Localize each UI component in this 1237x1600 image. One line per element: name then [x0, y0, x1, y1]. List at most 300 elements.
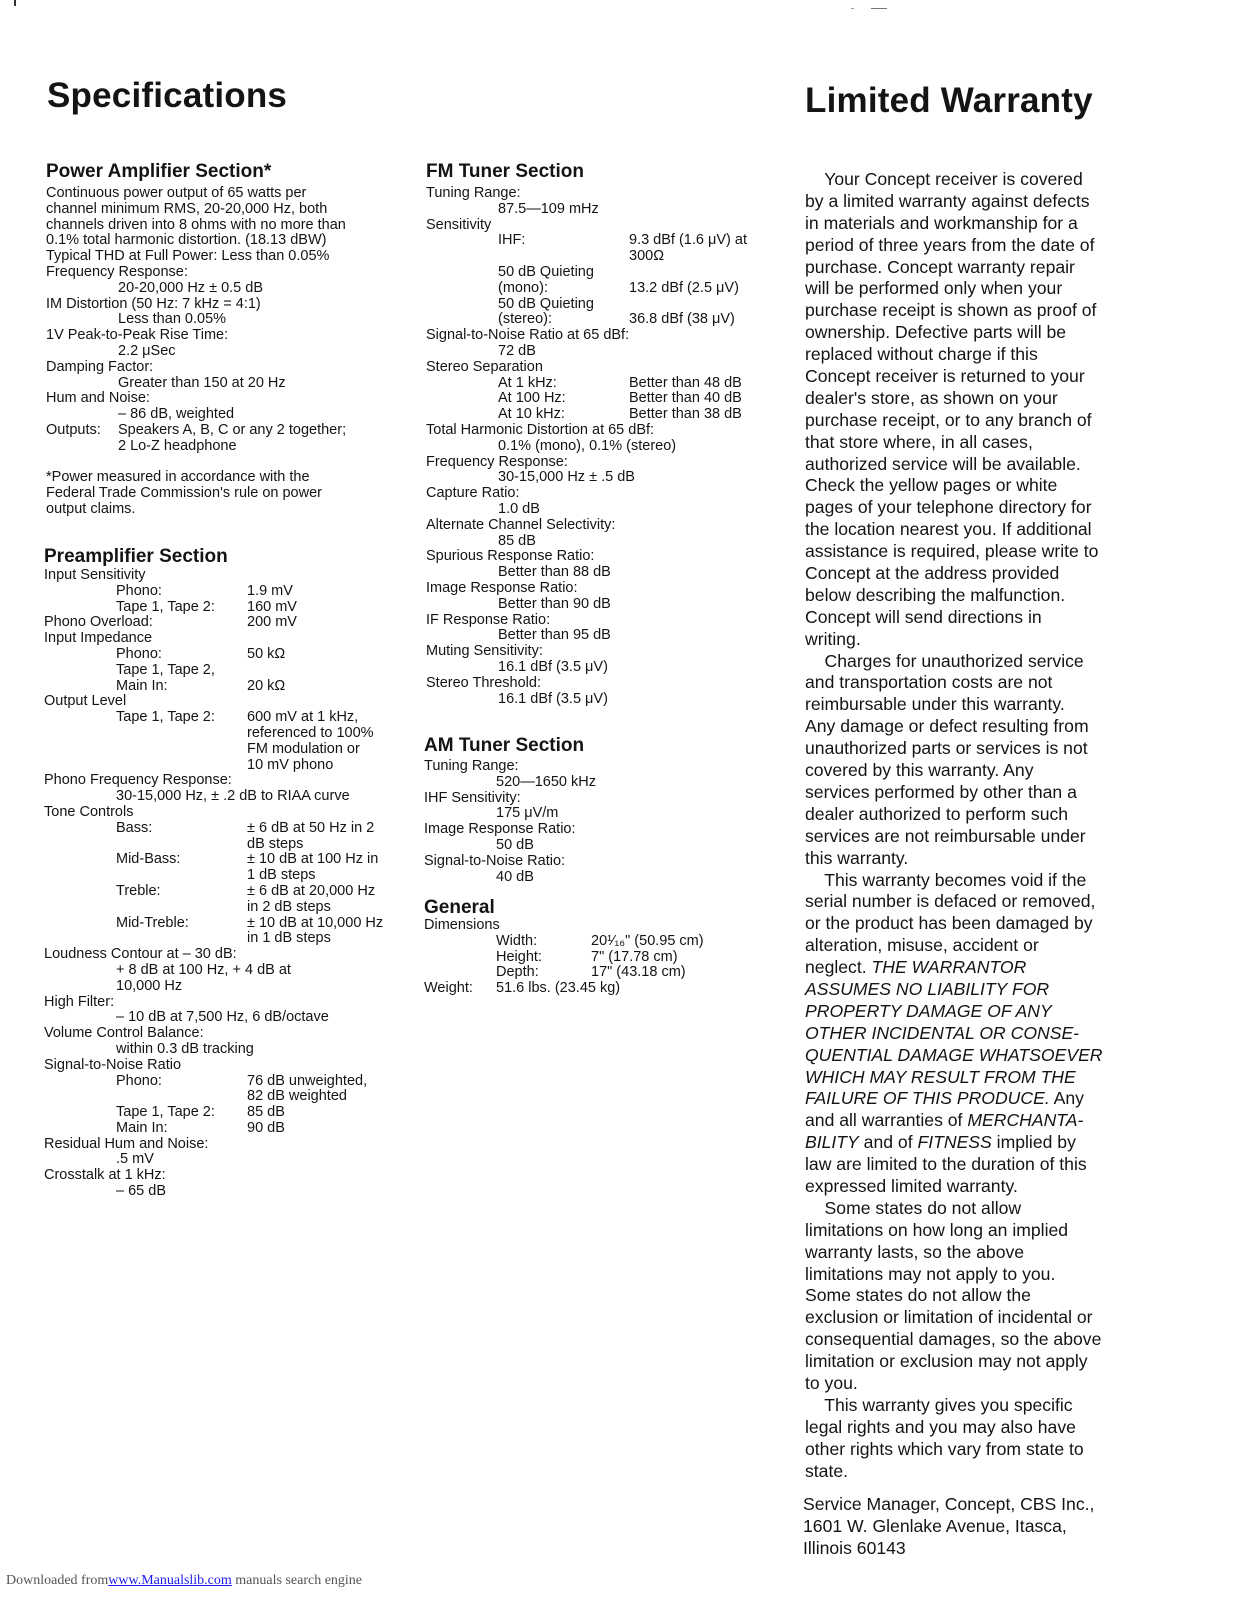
text-line: and all warranties of MERCHANTA-: [805, 1110, 1084, 1131]
spec-value: ± 10 dB at 100 Hz in: [247, 851, 379, 868]
text-line: or the product has been damaged by: [805, 913, 1093, 934]
text-line: warranty lasts, so the above: [805, 1241, 1025, 1262]
spec-line: [44, 789, 404, 805]
spec-value: 9.3 dBf (1.6 μV) at: [629, 232, 747, 249]
text-line: Check the yellow pages or white: [805, 475, 1058, 496]
spec-value: Better than 48 dB: [629, 374, 742, 391]
scan-mark-dot: [851, 8, 854, 9]
spec-label: Phono:: [116, 582, 162, 599]
spec-line: [424, 838, 769, 854]
text-line: limitations on how long an implied: [805, 1219, 1069, 1240]
spec-line: [426, 297, 771, 313]
spec-label: 520—1650 kHz: [496, 773, 596, 790]
spec-label: Output Level: [44, 693, 127, 710]
spec-label: Phono Frequency Response:: [44, 772, 232, 789]
spec-label: 2 Lo-Z headphone: [118, 437, 237, 454]
spec-line: [424, 854, 769, 870]
spec-line: [424, 806, 769, 822]
spec-line: [44, 600, 404, 616]
spec-line: [426, 470, 771, 486]
spec-label: *Power measured in accordance with the: [46, 469, 310, 486]
spec-label: IF Response Ratio:: [426, 611, 551, 628]
spec-line: [424, 965, 769, 981]
text-line: purchase receipt is shown as proof of: [805, 300, 1097, 321]
text-line: ASSUMES NO LIABILITY FOR: [805, 978, 1050, 999]
spec-label: 20-20,000 Hz ± 0.5 dB: [118, 279, 263, 296]
spec-line: [426, 391, 771, 407]
text-line: that store where, in all cases,: [805, 431, 1033, 452]
text-line: will be performed only when your: [805, 278, 1063, 299]
spec-label: in 1 dB steps: [247, 930, 331, 947]
text-line: reimbursable under this warranty.: [805, 694, 1065, 715]
fm-heading: FM Tuner Section: [426, 161, 584, 182]
spec-line: [46, 423, 391, 439]
spec-value: 200 mV: [247, 614, 297, 631]
spec-line: [426, 692, 771, 708]
spec-label: Mid-Treble:: [116, 914, 189, 931]
general-specs: [424, 918, 769, 997]
spec-line: [44, 647, 404, 663]
spec-label: 40 dB: [496, 868, 534, 885]
spec-line: [44, 1152, 404, 1168]
spec-line: [424, 775, 769, 791]
text-line: assistance is required, please write to: [805, 541, 1099, 562]
spec-label: 10 mV phono: [247, 756, 334, 773]
spec-label: Width:: [496, 932, 538, 949]
spec-line: [46, 376, 391, 392]
text-line: Service Manager, Concept, CBS Inc.,: [803, 1494, 1095, 1514]
text-line: writing.: [805, 628, 861, 649]
spec-line: [46, 281, 391, 297]
spec-line: [46, 297, 391, 313]
spec-line: [46, 202, 391, 218]
text-line: state.: [805, 1460, 849, 1481]
text-line: law are limited to the duration of this: [805, 1154, 1087, 1175]
spec-value: 85 dB: [247, 1104, 285, 1121]
spec-label: Capture Ratio:: [426, 485, 520, 502]
fm-specs: [426, 186, 771, 707]
spec-line: [44, 742, 404, 758]
spec-label: 0.1% total harmonic distortion. (18.13 dBW): [46, 232, 327, 249]
spec-label: (mono):: [498, 279, 548, 296]
text-line: this warranty.: [805, 847, 909, 868]
spec-label: At 1 kHz:: [498, 374, 557, 391]
spec-line: [44, 963, 404, 979]
specifications-title: Specifications: [47, 76, 288, 115]
text-line: Some states do not allow: [805, 1197, 1022, 1218]
spec-line: [44, 1168, 404, 1184]
text-line: limitations may not apply to you.: [805, 1263, 1056, 1284]
text-line: the location nearest you. If additional: [805, 519, 1092, 540]
spec-label: 50 dB Quieting: [498, 295, 594, 312]
spec-line: [426, 660, 771, 676]
text-line: Concept at the address provided: [805, 563, 1060, 584]
spec-line: [426, 549, 771, 565]
spec-line: [426, 534, 771, 550]
text-line: ownership. Defective parts will be: [805, 322, 1067, 343]
power-amp-specs: [46, 186, 391, 518]
text-line: services are not reimbursable under: [805, 825, 1086, 846]
spec-label: Phono:: [116, 645, 162, 662]
general-heading: General: [424, 897, 495, 918]
spec-line: [44, 710, 404, 726]
spec-label: Stereo Separation: [426, 358, 543, 375]
spec-line: [46, 455, 391, 471]
spec-label: Phono:: [116, 1072, 162, 1089]
spec-label: Tone Controls: [44, 803, 134, 820]
spec-label: Volume Control Balance:: [44, 1025, 204, 1042]
spec-line: [44, 947, 404, 963]
spec-line: [44, 1184, 404, 1200]
text-line: QUENTIAL DAMAGE WHATSOEVER: [805, 1044, 1103, 1065]
spec-label: Dimensions: [424, 917, 500, 933]
spec-line: [426, 218, 771, 234]
download-footer: [6, 1573, 362, 1589]
spec-label: Federal Trade Commission's rule on power: [46, 485, 322, 502]
spec-label: Signal-to-Noise Ratio:: [424, 852, 566, 869]
spec-label: Image Response Ratio:: [426, 579, 578, 596]
text-line: alteration, misuse, accident or: [805, 935, 1039, 956]
text-line: This warranty becomes void if the: [805, 869, 1087, 890]
spec-line: [424, 791, 769, 807]
spec-label: Weight:: [424, 980, 473, 997]
spec-label: IHF:: [498, 232, 526, 249]
spec-label: + 8 dB at 100 Hz, + 4 dB at: [116, 961, 291, 978]
spec-line: [426, 376, 771, 392]
spec-label: Total Harmonic Distortion at 65 dBf:: [426, 421, 655, 438]
spec-label: Main In:: [116, 677, 168, 694]
spec-value: ± 6 dB at 50 Hz in 2: [247, 819, 375, 836]
spec-label: Muting Sensitivity:: [426, 643, 543, 660]
spec-label: Input Sensitivity: [44, 567, 146, 583]
spec-label: Spurious Response Ratio:: [426, 548, 595, 565]
spec-label: Better than 88 dB: [498, 564, 611, 581]
text-line: dealer's store, as shown on your: [805, 387, 1058, 408]
text-line: purchase. Concept warranty repair: [805, 256, 1075, 277]
spec-line: [44, 852, 404, 868]
spec-label: – 86 dB, weighted: [118, 406, 235, 423]
text-line: Concept will send directions in: [805, 606, 1042, 627]
spec-label: 0.1% (mono), 0.1% (stereo): [498, 437, 677, 454]
spec-label: within 0.3 dB tracking: [116, 1040, 254, 1057]
text-line: consequential damages, so the above: [805, 1329, 1102, 1350]
text-line: services performed by other than a: [805, 781, 1077, 802]
spec-line: [44, 916, 404, 932]
spec-label: 175 μV/m: [496, 805, 559, 822]
manualslib-link[interactable]: www.Manualslib.com: [108, 1573, 232, 1588]
spec-line: [44, 1026, 404, 1042]
spec-label: At 100 Hz:: [498, 390, 566, 407]
spec-line: [46, 233, 391, 249]
spec-label: referenced to 100%: [247, 724, 374, 741]
text-line: Your Concept receiver is covered: [805, 169, 1083, 189]
spec-line: [46, 344, 391, 360]
spec-label: 30-15,000 Hz ± .5 dB: [498, 469, 635, 486]
spec-line: [46, 391, 391, 407]
text-line: and transportation costs are not: [805, 672, 1053, 693]
spec-value: 20 kΩ: [247, 677, 286, 694]
spec-line: [44, 979, 404, 995]
text-line: to you.: [805, 1372, 858, 1393]
spec-line: [426, 344, 771, 360]
spec-label: 16.1 dBf (3.5 μV): [498, 658, 608, 675]
spec-value: 90 dB: [247, 1119, 285, 1136]
spec-label: channel minimum RMS, 20-20,000 Hz, both: [46, 200, 328, 217]
spec-line: [426, 423, 771, 439]
spec-label: Tape 1, Tape 2:: [116, 709, 215, 726]
spec-label: output claims.: [46, 500, 136, 517]
spec-line: [424, 934, 769, 950]
warranty-title: Limited Warranty: [805, 81, 1093, 120]
spec-line: [46, 218, 391, 234]
spec-label: FM modulation or: [247, 740, 360, 757]
spec-label: Better than 90 dB: [498, 595, 611, 612]
spec-line: [46, 265, 391, 281]
spec-line: [426, 502, 771, 518]
spec-value: 7" (17.78 cm): [591, 948, 678, 965]
spec-value: ± 6 dB at 20,000 Hz: [247, 882, 376, 899]
spec-line: [44, 694, 404, 710]
spec-value: 36.8 dBf (38 μV): [629, 311, 735, 328]
spec-line: [426, 360, 771, 376]
spec-label: dB steps: [247, 835, 304, 852]
spec-line: [44, 773, 404, 789]
spec-line: [44, 1058, 404, 1074]
spec-line: [44, 663, 404, 679]
spec-line: [426, 613, 771, 629]
spec-line: [46, 470, 391, 486]
spec-label: Loudness Contour at – 30 dB:: [44, 946, 237, 963]
spec-value: 51.6 lbs. (23.45 kg): [496, 980, 621, 997]
spec-label: Tuning Range:: [426, 185, 521, 201]
spec-label: 1V Peak-to-Peak Rise Time:: [46, 327, 229, 344]
spec-value: 17" (43.18 cm): [591, 964, 686, 981]
spec-label: Crosstalk at 1 kHz:: [44, 1167, 166, 1184]
spec-line: [426, 186, 771, 202]
spec-label: .5 mV: [116, 1151, 154, 1168]
text-line: PROPERTY DAMAGE OF ANY: [805, 1000, 1052, 1021]
spec-line: [426, 202, 771, 218]
text-line: Any damage or defect resulting from: [805, 716, 1089, 737]
spec-label: Signal-to-Noise Ratio at 65 dBf:: [426, 327, 630, 344]
spec-line: [44, 1074, 404, 1090]
spec-label: Frequency Response:: [46, 263, 188, 280]
spec-line: [426, 518, 771, 534]
spec-line: [44, 868, 404, 884]
text-line: BILITY and of FITNESS implied by: [805, 1132, 1076, 1153]
spec-line: [424, 981, 769, 997]
spec-label: Outputs:: [46, 421, 101, 438]
spec-line: [44, 821, 404, 837]
spec-line: [426, 312, 771, 328]
spec-line: [426, 628, 771, 644]
text-line: expressed limited warranty.: [805, 1175, 1018, 1196]
spec-label: – 10 dB at 7,500 Hz, 6 dB/octave: [116, 1009, 329, 1026]
text-line: This warranty gives you specific: [805, 1394, 1073, 1415]
spec-line: [46, 186, 391, 202]
scan-mark-left: [14, 0, 16, 6]
text-line: replaced without charge if this: [805, 344, 1038, 365]
spec-line: [426, 486, 771, 502]
spec-line: [424, 870, 769, 886]
spec-line: [44, 584, 404, 600]
spec-label: Damping Factor:: [46, 358, 154, 375]
spec-line: [44, 631, 404, 647]
spec-line: [44, 758, 404, 774]
spec-line: [44, 900, 404, 916]
service-address: [803, 1494, 1148, 1560]
spec-line: [44, 837, 404, 853]
scan-mark-right: [871, 8, 887, 9]
spec-line: [44, 1010, 404, 1026]
spec-line: [44, 679, 404, 695]
text-line: exclusion or limitation of incidental or: [805, 1307, 1093, 1328]
spec-label: 10,000 Hz: [116, 977, 183, 994]
spec-label: 1.0 dB: [498, 500, 540, 517]
power-amp-heading: Power Amplifier Section*: [46, 161, 272, 182]
text-line: limitation or exclusion may not apply: [805, 1351, 1088, 1372]
spec-label: 30-15,000 Hz, ± .2 dB to RIAA curve: [116, 788, 350, 805]
spec-label: 85 dB: [498, 532, 536, 549]
spec-label: Depth:: [496, 964, 539, 981]
am-specs: [424, 759, 769, 885]
spec-line: [46, 249, 391, 265]
spec-line: [426, 265, 771, 281]
text-line: serial number is defaced or removed,: [805, 891, 1096, 912]
spec-label: Tape 1, Tape 2:: [116, 598, 215, 615]
spec-value: 600 mV at 1 kHz,: [247, 709, 359, 726]
spec-line: [426, 233, 771, 249]
spec-label: Hum and Noise:: [46, 390, 150, 407]
spec-label: High Filter:: [44, 993, 115, 1010]
text-line: unauthorized parts or services is not: [805, 738, 1088, 759]
spec-line: [44, 1137, 404, 1153]
text-line: purchase receipt, or to any branch of: [805, 409, 1092, 430]
spec-label: 300Ω: [629, 248, 665, 265]
spec-label: 87.5—109 mHz: [498, 200, 599, 217]
text-line: Illinois 60143: [803, 1537, 906, 1558]
spec-label: Tuning Range:: [424, 758, 519, 774]
spec-line: [44, 1042, 404, 1058]
spec-value: 50 kΩ: [247, 645, 286, 662]
text-line: legal rights and you may also have: [805, 1416, 1076, 1437]
spec-line: [44, 931, 404, 947]
spec-value: 1.9 mV: [247, 582, 293, 599]
text-line: FAILURE OF THIS PRODUCE. Any: [805, 1088, 1084, 1109]
spec-label: Signal-to-Noise Ratio: [44, 1056, 182, 1073]
spec-label: 50 dB Quieting: [498, 263, 594, 280]
spec-line: [426, 581, 771, 597]
spec-label: Height:: [496, 948, 542, 965]
spec-line: [44, 884, 404, 900]
warranty-text: [805, 169, 1150, 1482]
spec-line: [44, 1089, 404, 1105]
spec-label: Greater than 150 at 20 Hz: [118, 374, 286, 391]
spec-label: Treble:: [116, 882, 161, 899]
spec-label: Input Impedance: [44, 630, 153, 647]
spec-line: [424, 950, 769, 966]
spec-label: IM Distortion (50 Hz: 7 kHz = 4:1): [46, 295, 261, 312]
spec-line: [44, 615, 404, 631]
spec-label: Tape 1, Tape 2:: [116, 1104, 215, 1121]
spec-line: [44, 995, 404, 1011]
spec-value: Speakers A, B, C or any 2 together;: [118, 421, 347, 438]
spec-line: [44, 1121, 404, 1137]
spec-label: At 10 kHz:: [498, 406, 565, 423]
text-line: pages of your telephone directory for: [805, 497, 1092, 518]
spec-value: 160 mV: [247, 598, 297, 615]
spec-label: Better than 95 dB: [498, 627, 611, 644]
text-line: authorized service will be available.: [805, 453, 1081, 474]
spec-label: channels driven into 8 ohms with no more than: [46, 216, 346, 233]
spec-label: Continuous power output of 65 watts per: [46, 185, 307, 201]
spec-label: Residual Hum and Noise:: [44, 1135, 209, 1152]
spec-line: [46, 502, 391, 518]
spec-line: [426, 455, 771, 471]
text-line: WHICH MAY RESULT FROM THE: [805, 1066, 1076, 1087]
spec-line: [46, 360, 391, 376]
spec-line: [426, 407, 771, 423]
spec-line: [44, 726, 404, 742]
text-line: covered by this warranty. Any: [805, 760, 1034, 781]
text-line: Some states do not allow the: [805, 1285, 1031, 1306]
am-heading: AM Tuner Section: [424, 735, 585, 756]
text-line: in materials and workmanship for a: [805, 212, 1078, 233]
spec-line: [46, 486, 391, 502]
spec-label: IHF Sensitivity:: [424, 789, 521, 806]
footer-suffix: manuals search engine: [231, 1573, 363, 1588]
preamp-specs: [44, 568, 404, 1200]
spec-label: Frequency Response:: [426, 453, 568, 470]
spec-label: Tape 1, Tape 2,: [116, 661, 215, 678]
text-line: Charges for unauthorized service: [805, 650, 1084, 671]
spec-label: 72 dB: [498, 342, 536, 359]
spec-line: [426, 565, 771, 581]
spec-line: [424, 918, 769, 934]
spec-label: Alternate Channel Selectivity:: [426, 516, 616, 533]
text-line: other rights which vary from state to: [805, 1438, 1084, 1459]
footer-prefix: Downloaded from: [6, 1573, 109, 1588]
spec-line: [46, 407, 391, 423]
text-line: below describing the malfunction.: [805, 584, 1066, 605]
text-line: period of three years from the date of: [805, 234, 1095, 255]
spec-label: 2.2 μSec: [118, 342, 176, 359]
text-line: by a limited warranty against defects: [805, 190, 1090, 211]
text-line: dealer authorized to perform such: [805, 803, 1069, 824]
text-line: Concept receiver is returned to your: [805, 366, 1085, 387]
spec-label: Stereo Threshold:: [426, 674, 541, 691]
spec-line: [46, 328, 391, 344]
spec-label: Main In:: [116, 1119, 168, 1136]
spec-line: [426, 328, 771, 344]
spec-line: [424, 822, 769, 838]
spec-line: [426, 676, 771, 692]
spec-line: [44, 568, 404, 584]
spec-label: 50 dB: [496, 836, 534, 853]
text-line: neglect. THE WARRANTOR: [805, 957, 1027, 978]
spec-label: (stereo):: [498, 311, 552, 328]
spec-line: [46, 312, 391, 328]
spec-label: Mid-Bass:: [116, 851, 181, 868]
spec-label: Sensitivity: [426, 216, 492, 233]
text-line: OTHER INCIDENTAL OR CONSE-: [805, 1022, 1080, 1043]
spec-value: 13.2 dBf (2.5 μV): [629, 279, 739, 296]
text-line: 1601 W. Glenlake Avenue, Itasca,: [803, 1515, 1067, 1536]
spec-line: [44, 805, 404, 821]
spec-value: 76 dB unweighted,: [247, 1072, 368, 1089]
spec-line: [426, 281, 771, 297]
spec-value: Better than 40 dB: [629, 390, 742, 407]
